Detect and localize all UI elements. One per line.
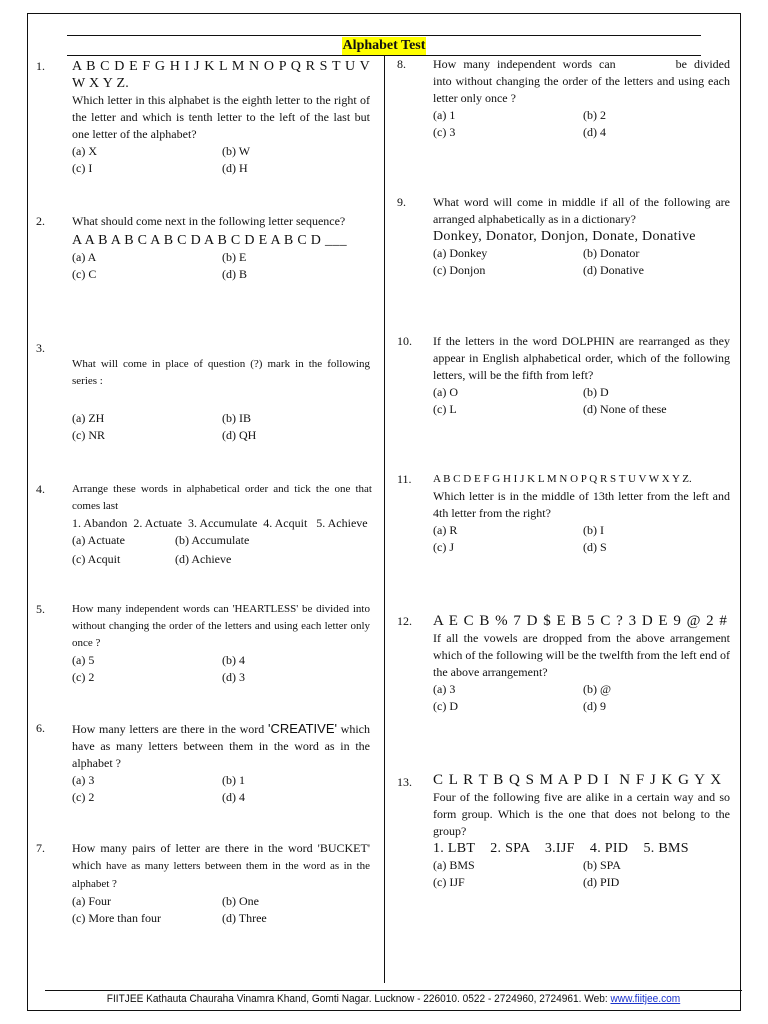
- option-c[interactable]: (c) 3: [433, 125, 456, 139]
- footer-address: FIITJEE Kathauta Chauraha Vinamra Khand, Gomti Nagar. Lucknow - 226010. 0522 - 2724960, 2724961. Web:: [106, 993, 611, 1005]
- option-c[interactable]: (c) Donjon: [433, 263, 486, 277]
- question-text: Which letter in this alphabet is the eighth letter to the right of the letter and which is tenth letter to the left of the last but one letter of the alphabet?: [72, 93, 370, 141]
- question-text: If the letters in the word DOLPHIN are rearranged as they appear in English alphabetical order, which of the following letters, will be the fifth from left?: [433, 334, 730, 382]
- symbol-series: A E C B % 7 D $ E B 5 C ? 3 D E 9 @ 2 #: [433, 613, 728, 629]
- option-c[interactable]: (c) D: [433, 699, 458, 713]
- option-a[interactable]: (a) 1: [433, 108, 456, 122]
- letter-sequence: A A B A B C A B C D A B C D E A B C D ___: [72, 233, 347, 248]
- option-a[interactable]: (a) A: [72, 250, 97, 264]
- option-c[interactable]: (c) More than four: [72, 911, 161, 925]
- option-d[interactable]: (d) 9: [583, 699, 606, 713]
- letter-series: C L R T B Q S M A P D I N F J K G Y X: [433, 772, 723, 788]
- option-a[interactable]: (a) 3: [72, 773, 95, 787]
- question-number: 4.: [36, 482, 45, 496]
- answer-options: [72, 410, 370, 444]
- option-a[interactable]: (a) Donkey: [433, 246, 488, 260]
- answer-options: [433, 681, 730, 715]
- question-text: How many letters are there in the word 'CREATIVE' which have as many letters between them in the word as in the alphabet ?: [72, 721, 370, 770]
- option-d[interactable]: (d) Three: [222, 911, 267, 925]
- option-a[interactable]: (a) X: [72, 144, 97, 158]
- option-b[interactable]: (b) One: [222, 894, 259, 908]
- option-a[interactable]: (a) 3: [433, 682, 456, 696]
- footer-rule: [45, 990, 742, 991]
- option-c[interactable]: (c) I: [72, 161, 93, 175]
- alphabet-series: A B C D E F G H I J K L M N O P Q R S T U V W X Y Z.: [72, 59, 370, 91]
- page-title: Alphabet Test: [342, 38, 426, 53]
- answer-options: [72, 772, 370, 806]
- question-number: 9.: [397, 195, 406, 209]
- question-number: 8.: [397, 57, 406, 71]
- option-c[interactable]: (c) J: [433, 540, 454, 554]
- option-c[interactable]: (c) NR: [72, 428, 105, 442]
- answer-options: [433, 522, 730, 556]
- option-c[interactable]: (c) C: [72, 267, 97, 281]
- question-text: Which letter is in the middle of 13th letter from the left and 4th letter from the right?: [433, 489, 730, 520]
- option-b[interactable]: (b) 2: [583, 108, 606, 122]
- question-number: 5.: [36, 602, 45, 616]
- question-number: 1.: [36, 59, 45, 73]
- option-d[interactable]: (d) Donative: [583, 263, 644, 277]
- answer-options: [72, 652, 370, 686]
- highlight-word: 'CREATIVE': [267, 721, 337, 736]
- answer-options: [433, 107, 730, 141]
- option-a[interactable]: (a) ZH: [72, 411, 105, 425]
- option-a[interactable]: (a) BMS: [433, 858, 475, 872]
- question-text: What should come next in the following letter sequence?: [72, 214, 346, 228]
- question-number: 12.: [397, 614, 412, 628]
- option-a[interactable]: (a) Actuate: [72, 533, 125, 547]
- question-text: If all the vowels are dropped from the above arrangement which of the following will be the twelfth from the left end of the above arrangement?: [433, 631, 730, 679]
- column-divider: [384, 56, 385, 983]
- option-b[interactable]: (b) @: [583, 682, 612, 696]
- option-d[interactable]: (d) H: [222, 161, 248, 175]
- question-number: 2.: [36, 214, 45, 228]
- option-a[interactable]: (a) 5: [72, 653, 95, 667]
- answer-options: [72, 249, 370, 283]
- footer: [73, 993, 714, 1005]
- option-a[interactable]: (a) R: [433, 523, 458, 537]
- question-text: How many pairs of letter are there in the word 'BUCKET' which have as many letters between them in the word as in the alphabet ?: [72, 841, 370, 890]
- option-b[interactable]: (b) D: [583, 385, 609, 399]
- option-b[interactable]: (b) 4: [222, 653, 245, 667]
- question-text: What word will come in middle if all of the following are arranged alphabetically as in a dictionary?: [433, 195, 730, 226]
- question-number: 13.: [397, 775, 412, 789]
- question-text: What will come in place of question (?) mark in the following series :: [72, 358, 370, 387]
- answer-options: [433, 857, 730, 891]
- word-list: 1. Abandon 2. Actuate 3. Accumulate 4. Acquit 5. Achieve: [72, 516, 368, 530]
- option-d[interactable]: (d) PID: [583, 875, 620, 889]
- website-link[interactable]: www.fiitjee.com: [610, 993, 681, 1005]
- option-b[interactable]: (b) E: [222, 250, 247, 264]
- answer-options: [72, 143, 370, 177]
- option-d[interactable]: (d) Achieve: [175, 552, 232, 566]
- option-d[interactable]: (d) 3: [222, 670, 245, 684]
- option-c[interactable]: (c) 2: [72, 790, 95, 804]
- question-text: Arrange these words in alphabetical order and tick the one that comes last: [72, 483, 372, 512]
- question-number: 6.: [36, 721, 45, 735]
- option-c[interactable]: (c) IJF: [433, 875, 465, 889]
- option-a[interactable]: (a) O: [433, 385, 458, 399]
- option-d[interactable]: (d) B: [222, 267, 247, 281]
- option-b[interactable]: (b) W: [222, 144, 251, 158]
- question-number: 10.: [397, 334, 412, 348]
- option-b[interactable]: (b) IB: [222, 411, 251, 425]
- answer-options: [433, 384, 730, 418]
- option-c[interactable]: (c) L: [433, 402, 457, 416]
- question-number: 11.: [397, 472, 412, 486]
- option-a[interactable]: (a) Four: [72, 894, 111, 908]
- option-d[interactable]: (d) 4: [583, 125, 606, 139]
- question-text: How many independent words can 'HEARTLESS' be divided into without changing the order of the letters and using each letter only once ?: [72, 603, 370, 649]
- option-b[interactable]: (b) Accumulate: [175, 533, 250, 547]
- question-number: 7.: [36, 841, 45, 855]
- option-d[interactable]: (d) 4: [222, 790, 245, 804]
- question-number: 3.: [36, 341, 45, 355]
- title-rule: [67, 35, 701, 36]
- option-c[interactable]: (c) Acquit: [72, 552, 121, 566]
- answer-options: [72, 893, 370, 927]
- word-list: Donkey, Donator, Donjon, Donate, Donative: [433, 229, 696, 244]
- answer-options: [72, 532, 372, 568]
- answer-options: [433, 245, 730, 279]
- option-b[interactable]: (b) 1: [222, 773, 245, 787]
- option-d[interactable]: (d) None of these: [583, 402, 667, 416]
- option-b[interactable]: (b) Donator: [583, 246, 640, 260]
- option-b[interactable]: (b) I: [583, 523, 604, 537]
- question-text: Four of the following five are alike in a certain way and so form group. Which is the one that does not belong to the group?: [433, 790, 730, 838]
- option-b[interactable]: (b) SPA: [583, 858, 621, 872]
- option-c[interactable]: (c) 2: [72, 670, 95, 684]
- alphabet-series: A B C D E F G H I J K L M N O P Q R S T U V W X Y Z.: [433, 473, 692, 485]
- option-groups: 1. LBT 2. SPA 3.IJF 4. PID 5. BMS: [433, 841, 689, 856]
- option-d[interactable]: (d) QH: [222, 428, 257, 442]
- option-d[interactable]: (d) S: [583, 540, 607, 554]
- question-text: How many independent words can be divided into without changing the order of the letters and using each letter only once ?: [433, 57, 731, 105]
